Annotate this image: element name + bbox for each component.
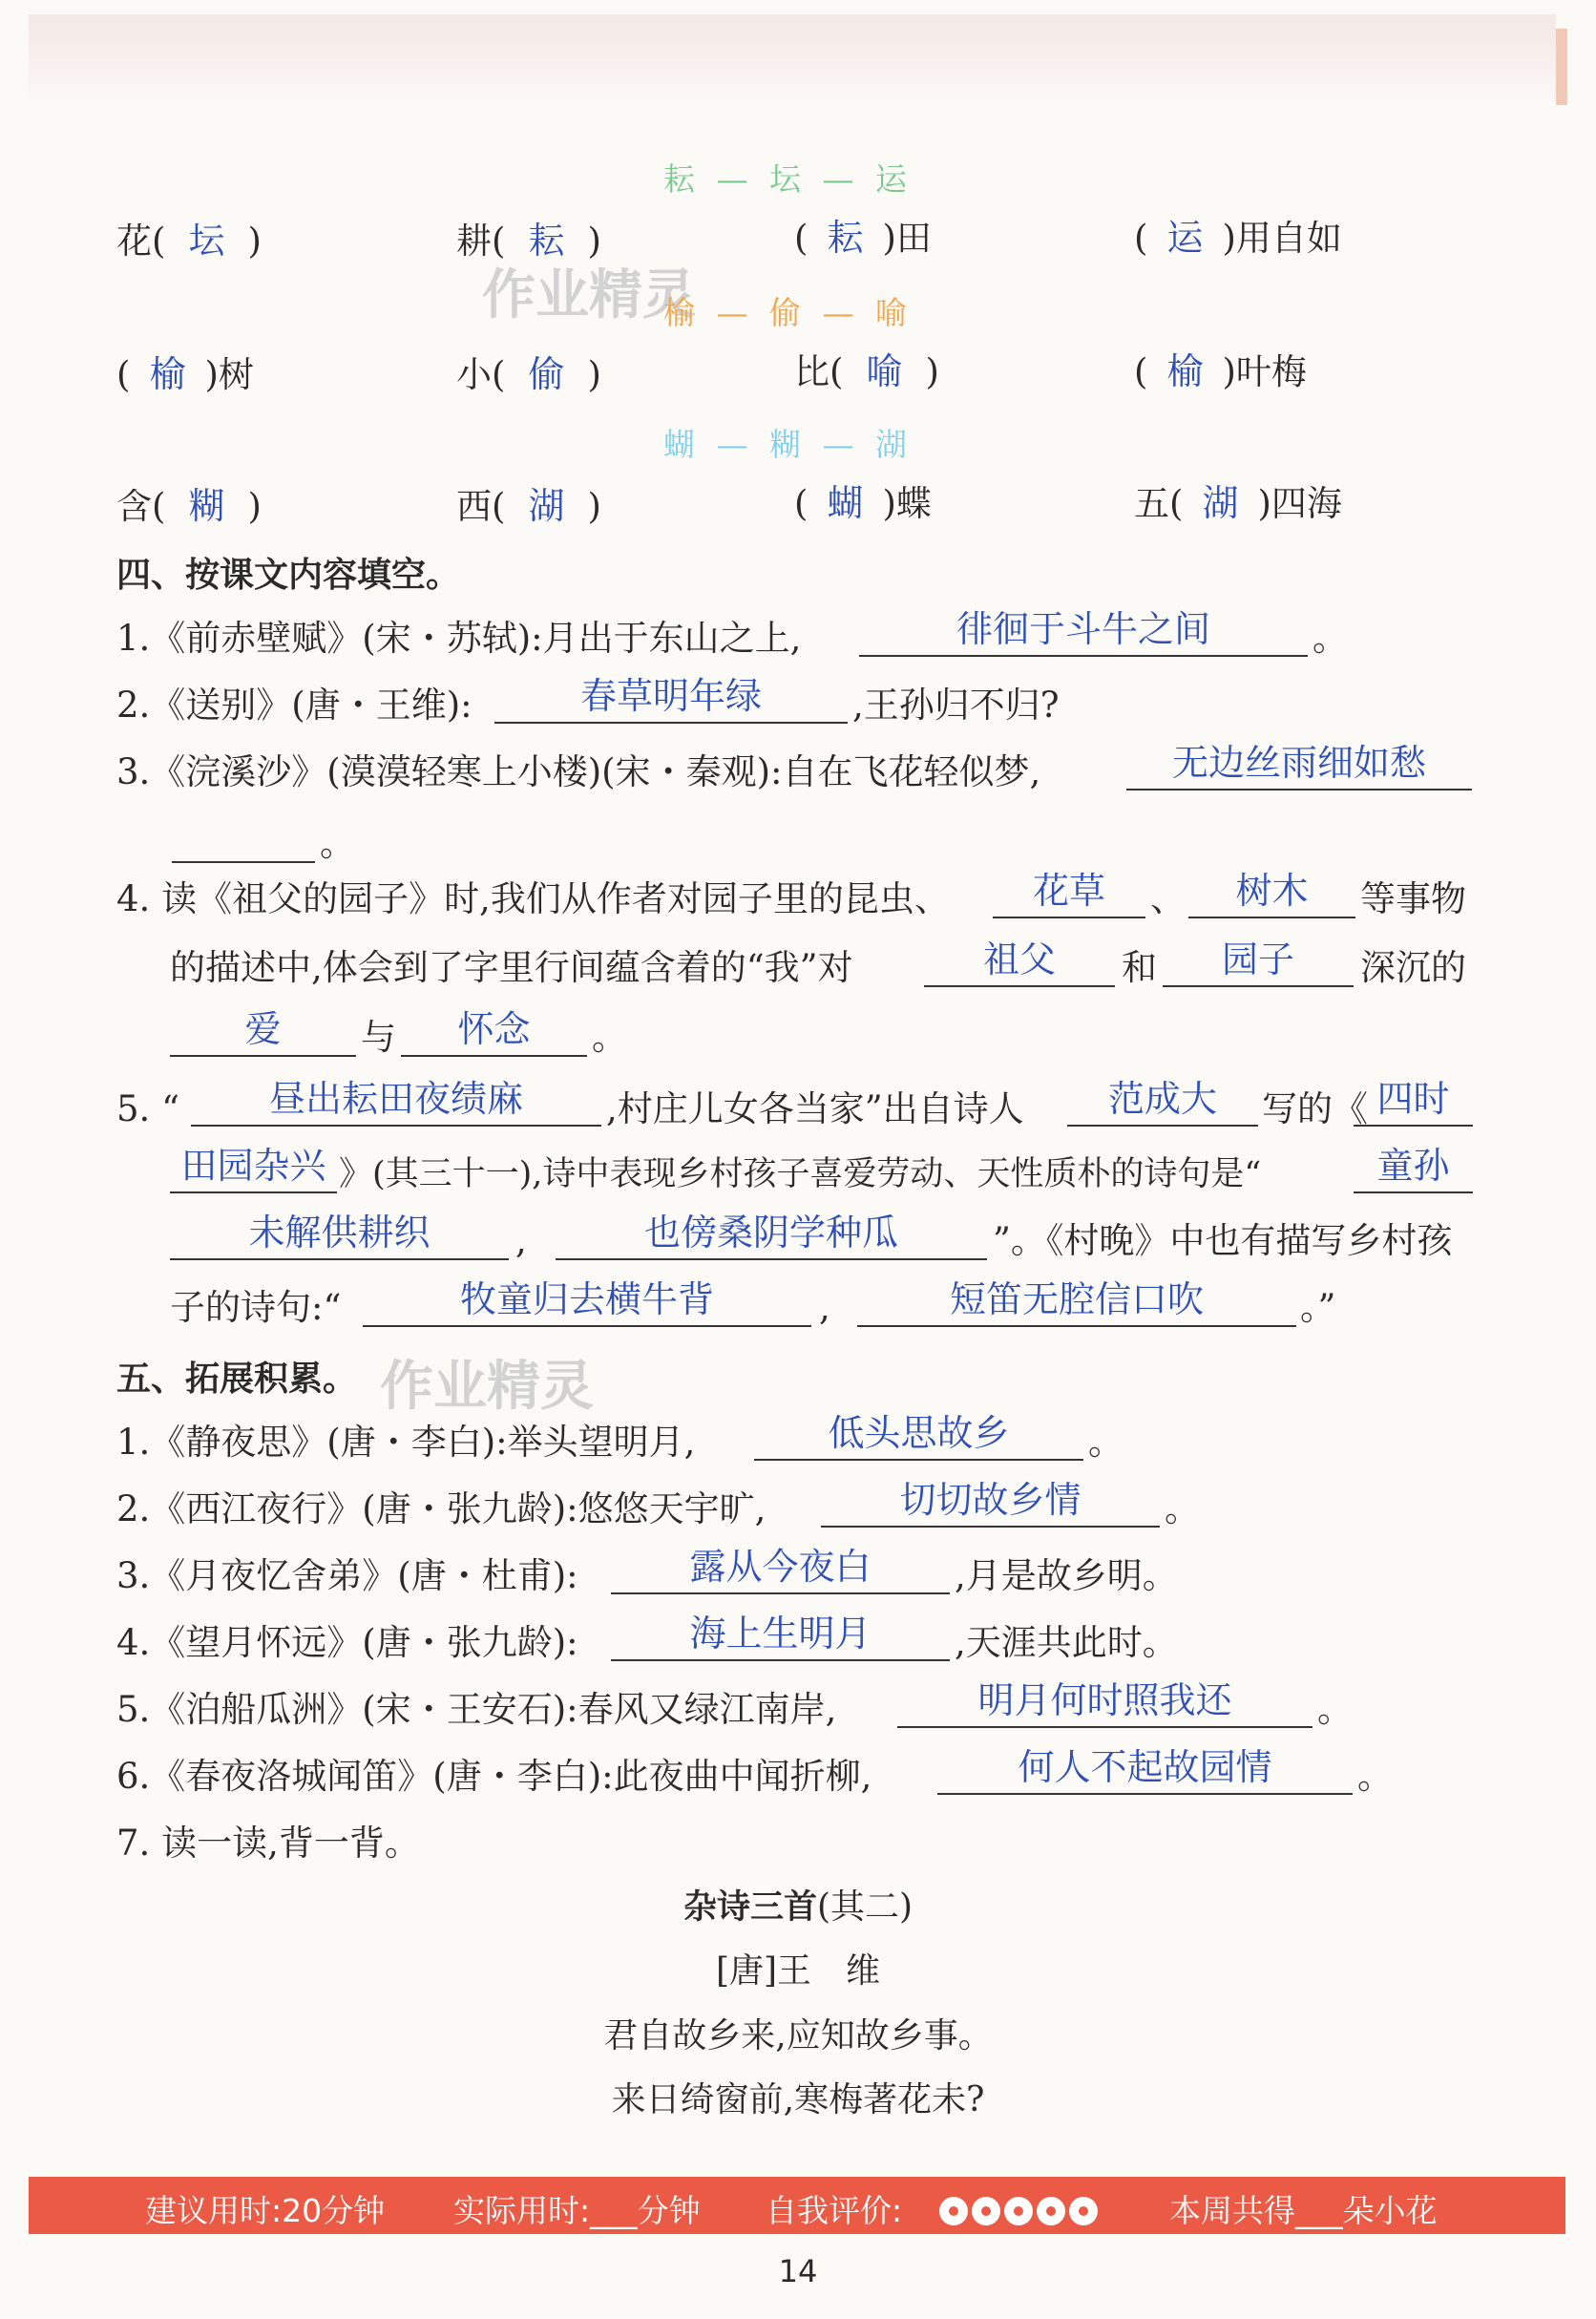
poem-title: 杂诗三首 [682,1888,817,1927]
punct: 。 [320,823,355,864]
q4-5-line4: 子的诗句:“ [170,1287,342,1328]
fill-item: ( 榆 )叶梅 [1134,350,1307,392]
q5-7-text: 7. 读一读,背一背。 [116,1823,420,1864]
punct: 、 [1150,878,1186,919]
weekly-flowers: 本周共得___朵小花 [1169,2192,1438,2229]
punct: 。 [1088,1422,1124,1463]
q5-3-text: 3.《月夜忆舍弟》(唐・杜甫): [116,1555,578,1596]
q5-2-text: 2.《西江夜行》(唐・张九龄):悠悠天宇旷, [116,1488,766,1529]
self-eval-label: 自我评价: [766,2192,903,2229]
fill-item: 五( 湖 )四海 [1134,482,1342,524]
answer-blank: 低头思故乡 [754,1411,1083,1461]
fill-item: 含( 糊 ) [116,485,262,527]
answer-blank-continued [172,813,315,863]
q5-4-text: 4.《望月怀远》(唐・张九龄): [116,1622,578,1663]
punct: 。 [592,1017,627,1058]
answer-blank: 怀念 [401,1007,587,1057]
answer-blank: 也傍桑阴学种瓜 [556,1211,987,1260]
group-title-3: 蝴 — 糊 — 湖 [663,426,913,463]
flower-icon[interactable] [972,2197,1000,2225]
self-eval-flowers [935,2190,1098,2227]
punct: 。 [1312,618,1348,659]
flower-icon[interactable] [939,2197,968,2225]
suggested-time: 建议用时:20分钟 [145,2192,386,2229]
answer-blank: 范成大 [1067,1077,1258,1127]
q4-4-tail: 等事物 [1360,878,1466,919]
answer-blank: 牧童归去横牛背 [363,1277,811,1327]
group-title-2: 榆 — 偷 — 喻 [663,294,913,331]
poem-line: 君自故乡来,应知故乡事。 [603,2016,993,2055]
answer-blank: 园子 [1163,938,1354,987]
q4-5-line3-tail: ”。《村晚》中也有描写乡村孩 [993,1220,1453,1261]
answer-blank: 童孙 [1354,1144,1473,1193]
q4-5-line2: 》(其三十一),诗中表现乡村孩子喜爱劳动、天性质朴的诗句是“ [339,1155,1262,1193]
punct: 。 [1317,1689,1353,1730]
answer-blank: 短笛无腔信口吹 [857,1277,1296,1327]
q4-5-text: 5. “ [116,1088,179,1129]
answer-blank: 无边丝雨细如愁 [1126,741,1472,791]
punct: 。 [1357,1756,1393,1797]
punct: 。” [1300,1287,1336,1328]
page-edge-strip [1556,29,1567,105]
flower-icon[interactable] [1004,2197,1033,2225]
flower-icon[interactable] [1037,2197,1065,2225]
q4-2-text: 2.《送别》(唐・王维): [116,685,472,726]
top-band [29,14,1556,105]
section-heading-4: 四、按课文内容填空。 [116,556,461,595]
poem-subtitle: (其二) [816,1887,914,1927]
answer-blank: 春草明年绿 [494,674,848,724]
connector: 和 [1122,947,1157,988]
footer-bar [29,2177,1565,2234]
q5-6-text: 6.《春夜洛城闻笛》(唐・李白):此夜曲中闻折柳, [116,1756,872,1797]
answer-blank: 田园杂兴 [170,1144,337,1193]
answer-blank: 昼出耘田夜绩麻 [191,1077,601,1127]
poem-author: [唐]王 维 [715,1951,881,1991]
fill-item: ( 运 )用自如 [1134,217,1342,259]
actual-time: 实际用时:___分钟 [453,2192,701,2229]
q4-1-text: 1.《前赤壁赋》(宋・苏轼):月出于东山之上, [116,618,802,659]
fill-item: 小( 偷 ) [456,353,601,395]
fill-item: 西( 湖 ) [456,485,601,527]
answer-blank: 未解供耕织 [170,1211,509,1260]
poem-title-line [0,1884,1596,1931]
watermark: 作业精灵 [380,1356,594,1418]
flower-icon[interactable] [1069,2197,1098,2225]
answer-blank: 露从今夜白 [611,1545,950,1594]
fill-item: ( 蝴 )蝶 [794,482,932,524]
q4-5-mid: ,村庄儿女各当家”出自诗人 [606,1088,1024,1129]
punct: 。 [1165,1488,1200,1529]
q5-1-text: 1.《静夜思》(唐・李白):举头望明月, [116,1422,696,1463]
poem-line: 来日绮窗前,寒梅著花未? [611,2080,985,2119]
fill-item: 耕( 耘 ) [456,220,601,262]
page-number: 14 [778,2253,818,2289]
answer-blank: 树木 [1188,869,1355,918]
q4-4-text: 4. 读《祖父的园子》时,我们从作者对园子里的昆虫、 [116,878,950,919]
answer-blank: 海上生明月 [611,1612,950,1661]
answer-blank: 徘徊于斗牛之间 [859,607,1308,657]
q5-4-tail: ,天涯共此时。 [955,1622,1178,1663]
answer-blank: 明月何时照我还 [897,1678,1312,1728]
q4-5-mid2: 写的《 [1262,1088,1368,1129]
group-title-1: 耘 — 坛 — 运 [663,160,913,198]
answer-blank: 祖父 [924,938,1115,987]
fill-item: 比( 喻 ) [794,350,939,392]
q4-2-tail: ,王孙归不归? [852,685,1060,726]
q5-3-tail: ,月是故乡明。 [955,1555,1178,1596]
fill-item: ( 榆 )树 [116,353,254,395]
answer-blank: 花草 [993,869,1145,918]
punct: , [819,1287,830,1328]
q4-4-line2-tail: 深沉的 [1360,947,1466,988]
q5-5-text: 5.《泊船瓜洲》(宋・王安石):春风又绿江南岸, [116,1689,837,1730]
q4-3-text: 3.《浣溪沙》(漠漠轻寒上小楼)(宋・秦观):自在飞花轻似梦, [116,751,1041,792]
punct: , [515,1220,527,1261]
fill-item: 花( 坛 ) [116,220,262,262]
answer-blank: 何人不起故园情 [937,1745,1353,1795]
q4-4-line2: 的描述中,体会到了字里行间蕴含着的“我”对 [170,947,853,988]
answer-blank: 切切故乡情 [821,1478,1160,1528]
fill-item: ( 耘 )田 [794,217,932,259]
section-heading-5: 五、拓展积累。 [116,1360,358,1399]
answer-blank: 爱 [170,1007,356,1057]
connector: 与 [361,1017,396,1058]
answer-blank: 四时 [1354,1077,1473,1127]
watermark: 作业精灵 [482,264,696,327]
